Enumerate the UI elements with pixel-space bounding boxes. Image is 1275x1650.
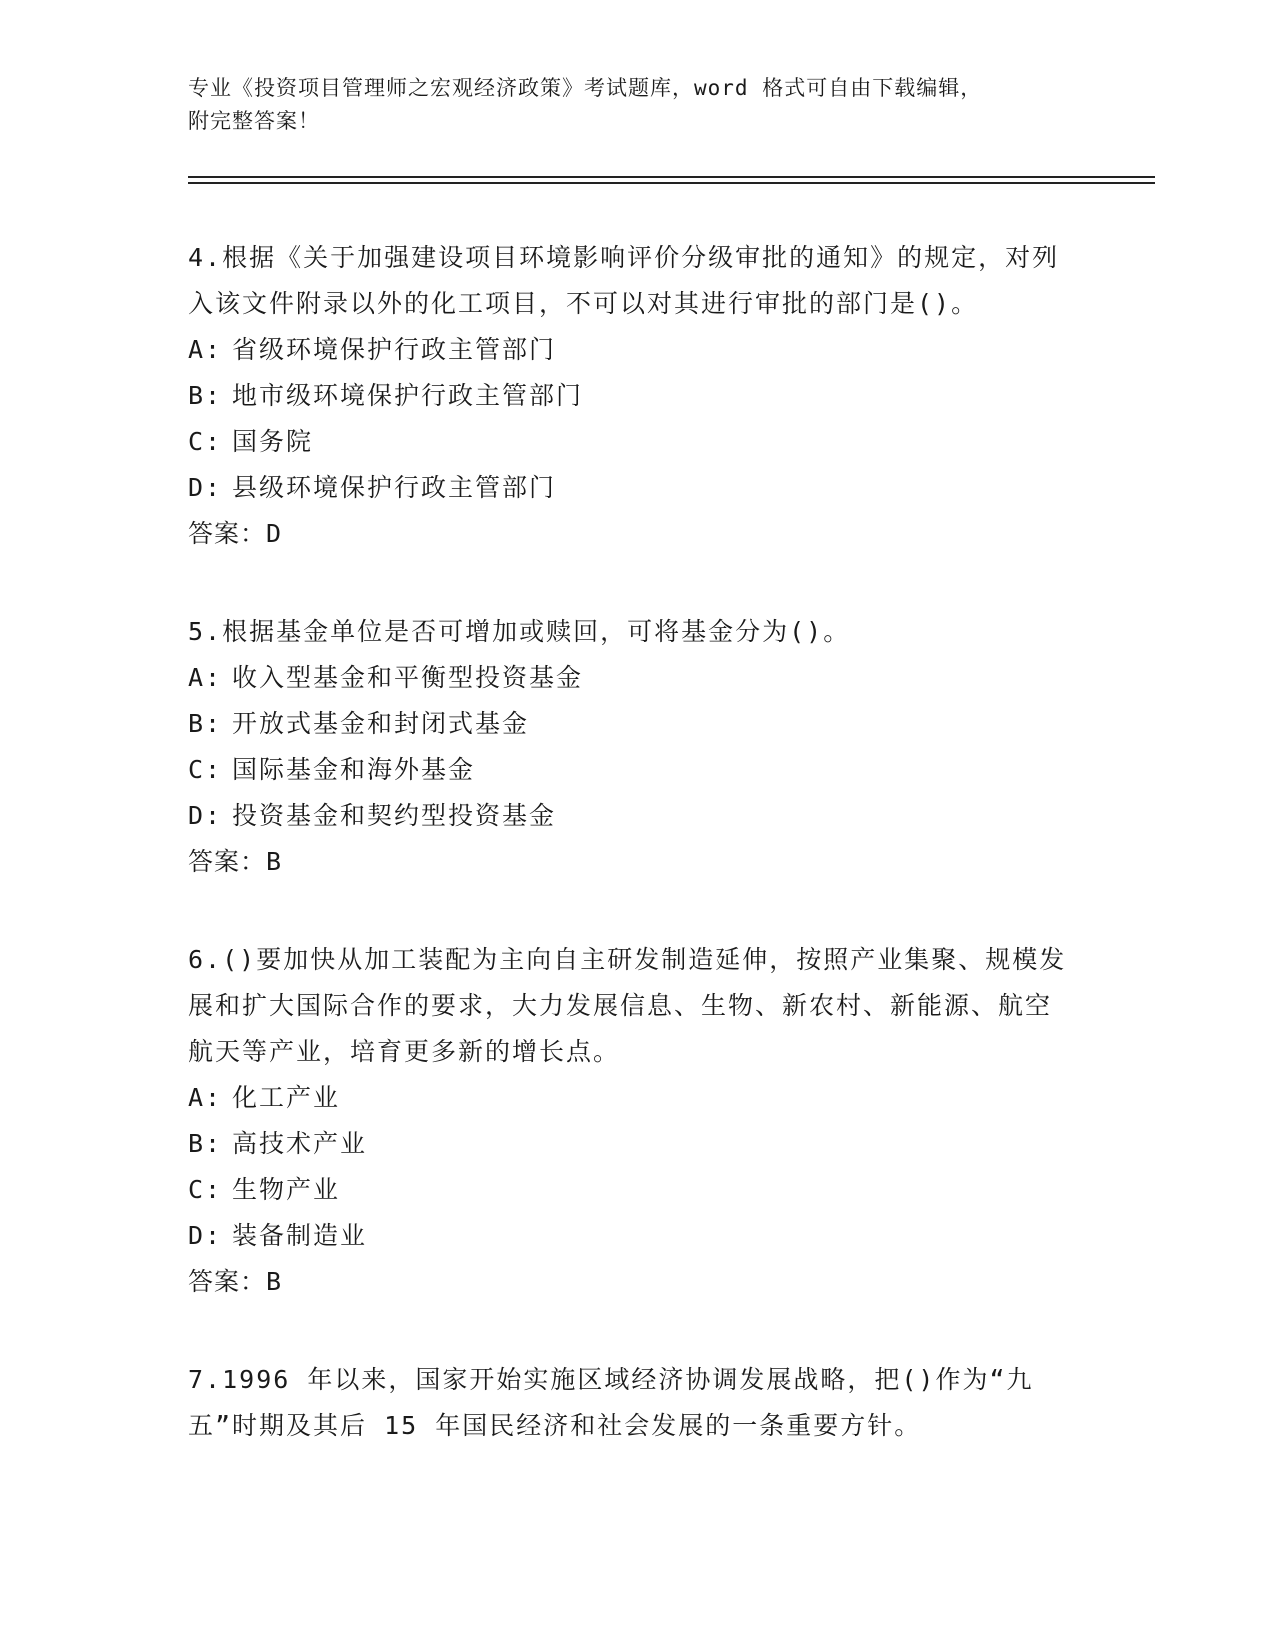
option-a [188, 327, 1068, 373]
question-text: 4.根据《关于加强建设项目环境影响评价分级审批的通知》的规定，对列入该文件附录以外的化工项目，不可以对其进行审批的部门是()。 [188, 243, 1060, 318]
document-header [188, 72, 1068, 138]
option-c [188, 1167, 1068, 1213]
answer-value: D [266, 519, 283, 548]
answer-value: B [266, 847, 283, 876]
option-label: A: [188, 335, 223, 364]
question-text: 6.()要加快从加工装配为主向自主研发制造延伸，按照产业集聚、规模发展和扩大国际合作的要求，大力发展信息、生物、新农村、新能源、航空航天等产业，培育更多新的增长点。 [188, 945, 1067, 1066]
answer-label: 答案： [188, 847, 267, 876]
option-label: A: [188, 663, 223, 692]
question-text: 7.1996 年以来，国家开始实施区域经济协调发展战略，把()作为“九五”时期及其后 15 年国民经济和社会发展的一条重要方针。 [188, 1365, 1034, 1440]
option-text: 地市级环境保护行政主管部门 [232, 381, 584, 410]
header-divider-top [188, 176, 1155, 178]
answer-label: 答案： [188, 519, 267, 548]
answer-line [188, 511, 1068, 557]
option-text: 收入型基金和平衡型投资基金 [232, 663, 584, 692]
question-text: 5.根据基金单位是否可增加或赎回，可将基金分为()。 [188, 617, 851, 646]
answer-line [188, 839, 1068, 885]
question-item [188, 235, 1068, 557]
option-c [188, 747, 1068, 793]
option-text: 县级环境保护行政主管部门 [232, 473, 557, 502]
option-text: 投资基金和契约型投资基金 [232, 801, 557, 830]
option-label: D: [188, 473, 223, 502]
option-label: A: [188, 1083, 223, 1112]
option-d [188, 793, 1068, 839]
option-b [188, 1121, 1068, 1167]
option-label: B: [188, 381, 223, 410]
question-item [188, 609, 1068, 885]
option-label: B: [188, 1129, 223, 1158]
option-text: 生物产业 [232, 1175, 341, 1204]
option-b [188, 701, 1068, 747]
option-text: 开放式基金和封闭式基金 [232, 709, 530, 738]
header-line-2: 附完整答案！ [188, 109, 320, 133]
option-text: 省级环境保护行政主管部门 [232, 335, 557, 364]
option-d [188, 1213, 1068, 1259]
option-d [188, 465, 1068, 511]
option-b [188, 373, 1068, 419]
question-list [188, 235, 1068, 1501]
option-a [188, 1075, 1068, 1121]
option-c [188, 419, 1068, 465]
option-text: 国务院 [232, 427, 314, 456]
option-label: C: [188, 1175, 223, 1204]
option-label: C: [188, 755, 223, 784]
answer-label: 答案： [188, 1267, 267, 1296]
option-text: 装备制造业 [232, 1221, 368, 1250]
question-item [188, 1357, 1068, 1449]
option-label: D: [188, 801, 223, 830]
option-text: 高技术产业 [232, 1129, 368, 1158]
answer-value: B [266, 1267, 283, 1296]
option-label: C: [188, 427, 223, 456]
option-text: 国际基金和海外基金 [232, 755, 476, 784]
header-divider-bottom [188, 182, 1155, 184]
option-label: B: [188, 709, 223, 738]
answer-line [188, 1259, 1068, 1305]
option-label: D: [188, 1221, 223, 1250]
option-text: 化工产业 [232, 1083, 341, 1112]
header-line-1: 专业《投资项目管理师之宏观经济政策》考试题库，word 格式可自由下载编辑， [188, 76, 983, 100]
option-a [188, 655, 1068, 701]
question-item [188, 937, 1068, 1305]
